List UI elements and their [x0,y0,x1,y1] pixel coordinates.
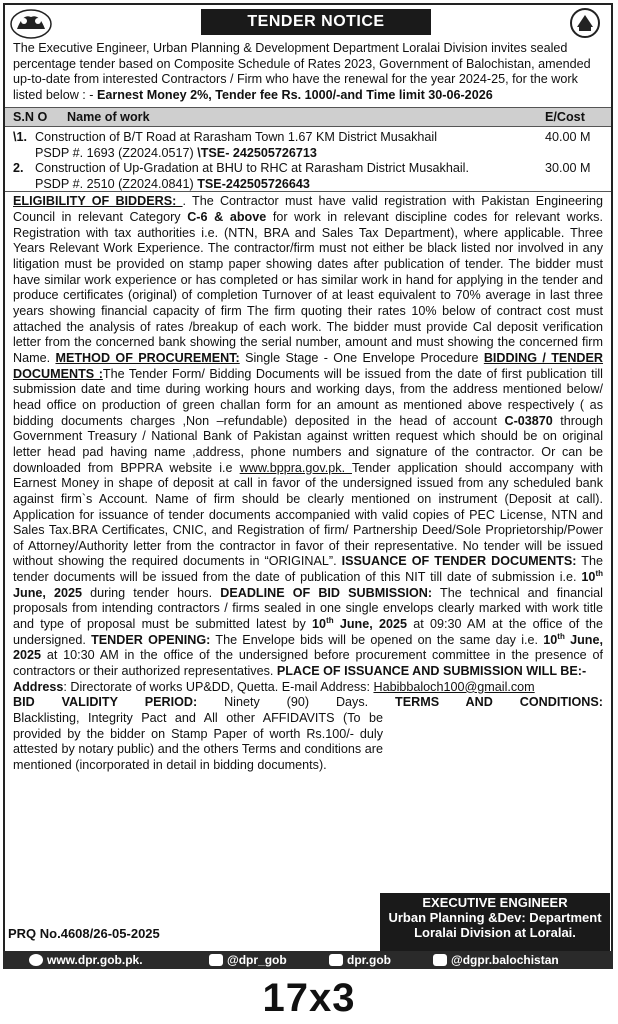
issuance-heading: ISSUANCE OF TENDER DOCUMENTS: [341,554,577,569]
text: . The Contractor must have valid registration with Pakistan Engineering Council in relevant Category [13,194,603,225]
twitter-icon [209,954,223,966]
row-sno: \1. [13,130,28,145]
text: at 09:30 AM at the office of the undersigned. [13,617,603,647]
intro-paragraph [13,41,603,103]
row-work [35,161,505,192]
psdp-no: PSDP #. 2510 (Z2024.0841) [35,176,198,191]
govt-logo-left [9,7,53,39]
work-psdp [35,177,505,193]
work-psdp [35,146,505,162]
text: at 10:30 AM in the office of the undersigned before procurement committee in the presence of contractors or their authorized representatives. [13,648,603,679]
table-header [5,107,611,127]
social-twitter[interactable]: @dpr_gob [209,951,287,969]
instagram-icon [329,954,343,966]
deadline-heading: DEADLINE OF BID SUBMISSION: [220,585,433,600]
account-no: C-03870 [504,413,553,428]
date-3: 10th June, 2025 [13,631,603,663]
text: for work in relevant discipline codes for relevant works. Registration with tax authorities i.e. (NTN, BRA and Sales Tax Department), where applicable. Three Years Relevant Work Experience. The contractor/firm must not either be black listed nor involved in any litigation must be provided on stamp paper showing dates after publication of tender. The bidder must have similar work experience or has completed or has similar work in hand for applying in the tender and produce certificates (original) of completion Turnover of at least equivalent to 70% average in last three years showing financial capacity of firm The firm quoting their rates 10% below of contract cost must attached the analysis of rates /breakup of each work. The bidder must provide Cal deposit verification letter from the concerned bank showing the serial number, amount and must showing the concerned firm Name. [13,210,603,365]
social-instagram[interactable]: dpr.gob [329,951,391,969]
text: Blacklisting, Integrity Pact and All other AFFIDAVITS (To be provided by the bidder on Stamp Paper of worth Rs.100/- duly attested by notary public) and the others Terms and conditions are mentioned (incorporated in detail in bidding documents). [13,711,383,772]
eligibility-heading: ELIGIBILITY OF BIDDERS: [13,194,183,209]
col-cost: E/Cost [545,110,585,125]
bppra-link[interactable]: www.bppra.gov.pk. [239,460,352,475]
tse-no: \TSE- 242505726713 [197,145,317,160]
ad-size-label: 17x3 [262,976,356,1020]
tender-notice [3,3,613,965]
prq-number: PRQ No.4608/26-05-2025 [8,926,160,941]
text: Tender application should accompany with Earnest Money in shape of deposit at call in favor of the undersigned issued from any scheduled bank against firm`s Account. Name of firm should be clearly mentioned on instrument (Deposit at call). Application for issuance of tender documents accompanied with valid copies of PEC License, NTN and Sales Tax.BRA Certificates, CNIC, and Registration of firm/ Partnership Deed/Sole Proprietorship/Power of Attorney/Authority letter from the contractor in favor of their representative. No tender will be issued without showing the required documents in “ORIGINAL”. [13,460,603,569]
opening-heading: TENDER OPENING: [91,632,211,647]
text: through Government Treasury / National Bank of Pakistan against written request which should be on original letter head pad having name ,address, phone numbers and signature of the contractor. Or can be downloaded from BPPRA website i.e [13,413,603,475]
psdp-no: PSDP #. 1693 (Z2024.0517) [35,145,198,160]
category: C-6 & above [187,210,267,225]
date-2: 10th June, 2025 [312,615,408,632]
date-1: 10th June, 2025 [13,568,603,600]
row-sno: 2. [13,161,24,176]
social-facebook[interactable]: @dgpr.balochistan [433,951,559,969]
intro-text: The Executive Engineer, Urban Planning & Development Department Loralai Division invites sealed percentage tender based on Composite Schedule of Rates 2023, Government of Balochistan, amended up-to-date from interested Contractors / Firm who have the renewal for the year 2024-25, for the work listed below : - [13,41,591,102]
row-cost: 40.00 M [545,130,591,145]
intro-bold: Earnest Money 2%, Tender fee Rs. 1000/-and Time limit 30-06-2026 [97,87,493,102]
govt-logo-right [563,7,607,39]
text: The tender documents will be issued from the date of publication of this NIT till date of submission i.e. [13,554,603,585]
table-body [5,127,611,192]
text: : Directorate of works UP&DD, Quetta. E-mail Address: [63,679,374,694]
row-cost: 30.00 M [545,161,591,176]
text: Ninety (90) Days. [197,695,396,710]
place-heading: PLACE OF ISSUANCE AND SUBMISSION WILL BE:- [276,664,587,679]
row-work [35,130,505,161]
social-bar [3,951,613,969]
validity-heading: BID VALIDITY PERIOD: [13,695,198,710]
text: The Envelope bids will be opened on the same day i.e. [210,632,544,647]
header [5,5,611,41]
col-work: Name of work [67,110,150,125]
signature-dept: Urban Planning &Dev: Department [388,910,602,925]
social-website[interactable]: www.dpr.gob.pk. [29,951,143,969]
text: The technical and financial proposals from intending contractors / firms sealed in one single envelops clearly marked with work title and type of proposal must be submitted latest by [13,585,603,632]
bidding-heading: BIDDING / TENDER DOCUMENTS : [13,350,604,381]
signature-title: EXECUTIVE ENGINEER [422,895,568,910]
tse-no: TSE-242505726643 [197,176,310,191]
globe-icon [29,954,43,966]
col-sno: S.N O [13,110,48,125]
work-title: Construction of B/T Road at Rarasham Town 1.67 KM District Musakhail [35,130,438,145]
address-label: Address [13,679,64,694]
text: The Tender Form/ Bidding Documents will be issued from the date of first publication till submission date and time during working hours and working days, from the address mentioned below/ head office on production of green challan form for an amount as mentioned above respectively ( as bidding documents charges ,Non –refundable) deposited in the head of account [13,366,603,428]
signature-box [380,893,610,955]
work-title: Construction of Up-Gradation at BHU to RHC at Rarasham District Musakhail. [35,161,469,176]
signature-division: Loralai Division at Loralai. [414,925,576,940]
text: during tender hours. [82,585,221,600]
email-link[interactable]: Habibbaloch100@gmail.com [373,679,535,694]
terms-body [13,194,603,773]
page-title: TENDER NOTICE [201,9,431,35]
terms-heading: TERMS AND CONDITIONS: [395,695,603,710]
method-heading: METHOD OF PROCUREMENT: [55,350,240,365]
text: Single Stage - One Envelope Procedure [239,350,484,365]
facebook-icon [433,954,447,966]
